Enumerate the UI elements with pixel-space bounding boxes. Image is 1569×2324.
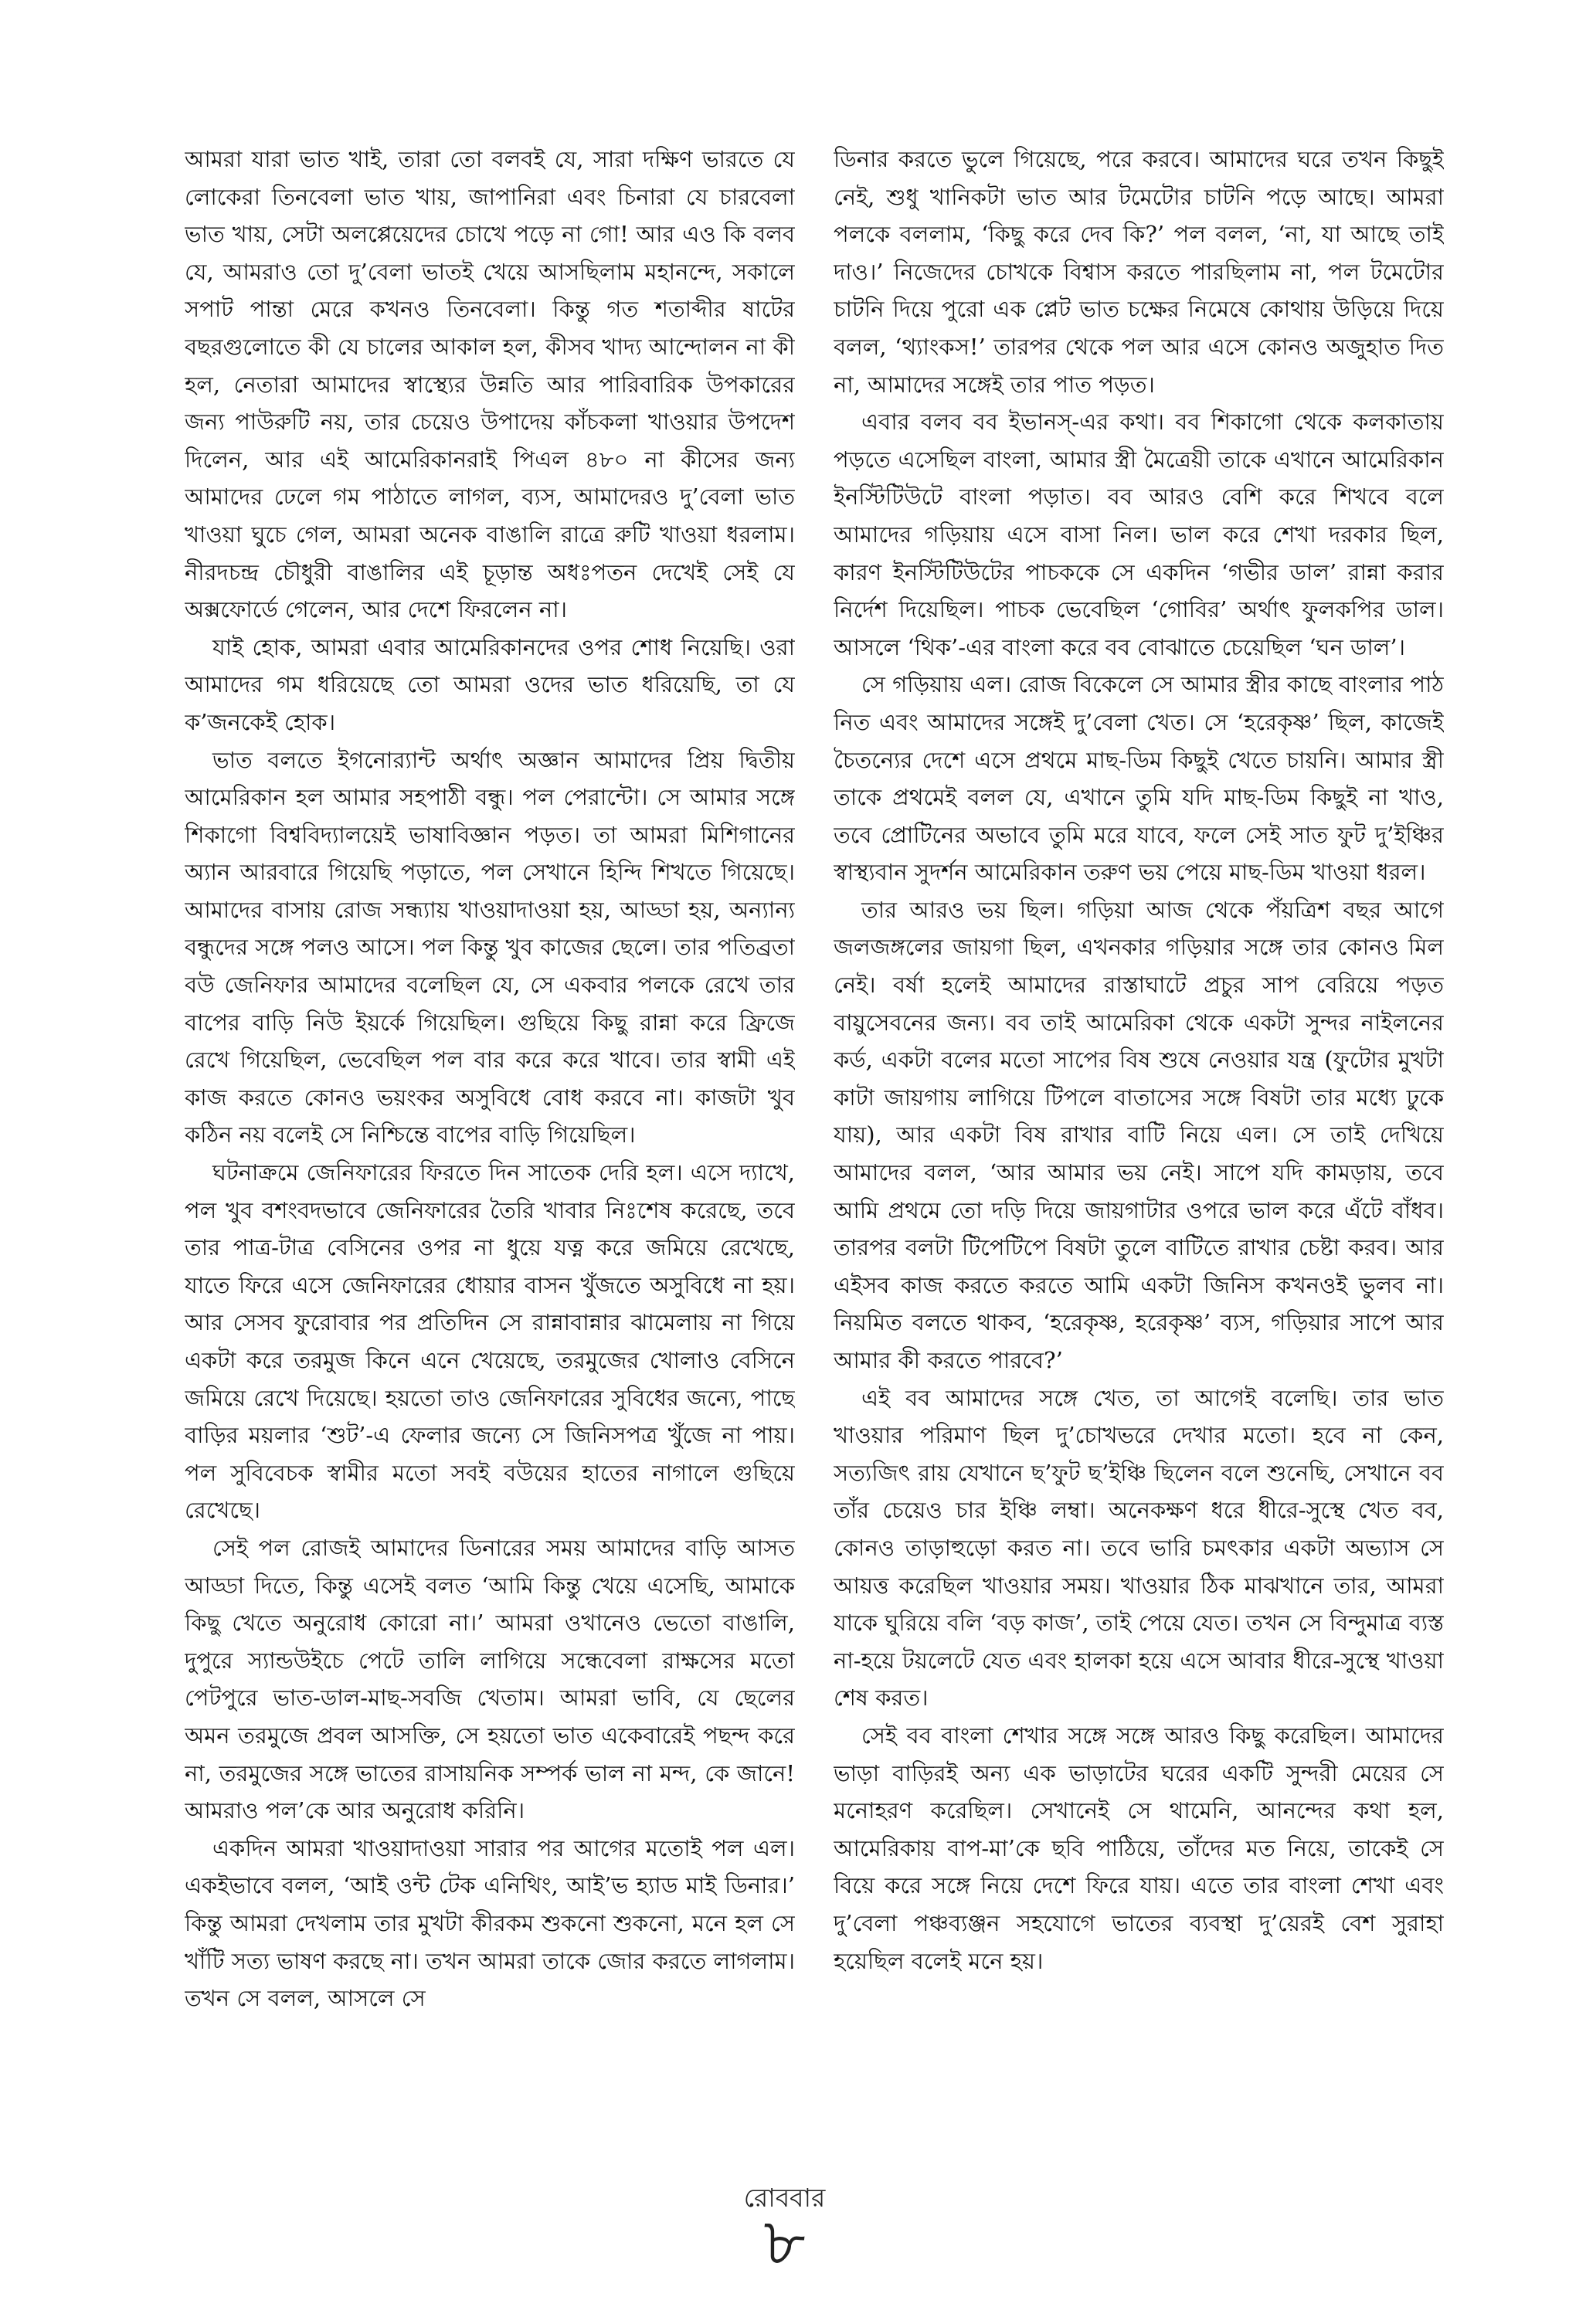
left-column (185, 141, 795, 2149)
paragraph: যাই হোক, আমরা এবার আমেরিকানদের ওপর শোধ নিয়েছি। ওরা আমাদের গম ধরিয়েছে তো আমরা ওদের ভাত ধরিয়েছি, তা যে ক’জনকেই হোক। (185, 633, 795, 735)
paragraph: ডিনার করতে ভুলে গিয়েছে, পরে করবে। আমাদের ঘরে তখন কিছুই নেই, শুধু খানিকটা ভাত আর টমেটোর চাটনি পড়ে আছে। আমরা পলকে বললাম, ‘কিছু করে দেব কি?’ পল বলল, ‘না, যা আছে তাই দাও।’ নিজেদের চোখকে বিশ্বাস করতে পারছিলাম না, পল টমেটোর চাটনি দিয়ে পুরো এক প্লেট ভাত চক্ষের নিমেষে কোথায় উড়িয়ে দিয়ে বলল, ‘থ্যাংকস!’ তারপর থেকে পল আর এসে কোনও অজুহাত দিত না, আমাদের সঙ্গেই তার পাত পড়ত। (834, 146, 1444, 398)
paragraph: তার আরও ভয় ছিল। গড়িয়া আজ থেকে পঁয়ত্রিশ বছর আগে জলজঙ্গলের জায়গা ছিল, এখনকার গড়িয়ার সঙ্গে তার কোনও মিল নেই। বর্ষা হলেই আমাদের রাস্তাঘাটে প্রচুর সাপ বেরিয়ে পড়ত বায়ুসেবনের জন্য। বব তাই আমেরিকা থেকে একটা সুন্দর নাইলনের কর্ড, একটা বলের মতো সাপের বিষ শুষে নেওয়ার যন্ত্র (ফুটোর মুখটা কাটা জায়গায় লাগিয়ে টিপলে বাতাসের সঙ্গে বিষটা তার মধ্যে ঢুকে যায়), আর একটা বিষ রাখার বাটি নিয়ে এল। সে তাই দেখিয়ে আমাদের বলল, ‘আর আমার ভয় নেই। সাপে যদি কামড়ায়, তবে আমি প্রথমে তো দড়ি দিয়ে জায়গাটার ওপরে ভাল করে এঁটে বাঁধব। তারপর বলটা টিপেটিপে বিষটা তুলে বাটিতে রাখার চেষ্টা করব। আর এইসব কাজ করতে করতে আমি একটা জিনিস কখনওই ভুলব না। নিয়মিত বলতে থাকব, ‘হরেকৃষ্ণ, হরেকৃষ্ণ’ ব্যস, গড়িয়ার সাপে আর আমার কী করতে পারবে?’ (834, 896, 1444, 1373)
magazine-name: রোববার (743, 2183, 826, 2213)
page-number: ৮ (763, 2204, 806, 2280)
paragraph: ভাত বলতে ইগনোর‍্যান্ট অর্থাৎ অজ্ঞান আমাদের প্রিয় দ্বিতীয় আমেরিকান হল আমার সহপাঠী বন্ধু। পল পেরান্টো। সে আমার সঙ্গে শিকাগো বিশ্ববিদ্যালয়েই ভাষাবিজ্ঞান পড়ত। তা আমরা মিশিগানের অ্যান আরবারে গিয়েছি পড়াতে, পল সেখানে হিন্দি শিখতে গিয়েছে। আমাদের বাসায় রোজ সন্ধ্যায় খাওয়াদাওয়া হয়, আড্ডা হয়, অন্যান্য বন্ধুদের সঙ্গে পলও আসে। পল কিন্তু খুব কাজের ছেলে। তার পতিব্রতা বউ জেনিফার আমাদের বলেছিল যে, সে একবার পলকে রেখে তার বাপের বাড়ি নিউ ইয়র্কে গিয়েছিল। গুছিয়ে কিছু রান্না করে ফ্রিজে রেখে গিয়েছিল, ভেবেছিল পল বার করে করে খাবে। তার স্বামী এই কাজ করতে কোনও ভয়ংকর অসুবিধে বোধ করবে না। কাজটা খুব কঠিন নয় বলেই সে নিশ্চিন্তে বাপের বাড়ি গিয়েছিল। (185, 746, 795, 1148)
right-column (834, 141, 1444, 2149)
paragraph: সেই পল রোজই আমাদের ডিনারের সময় আমাদের বাড়ি আসত আড্ডা দিতে, কিন্তু এসেই বলত ‘আমি কিন্তু খেয়ে এসেছি, আমাকে কিছু খেতে অনুরোধ কোরো না।’ আমরা ওখানেও ভেতো বাঙালি, দুপুরে স্যান্ডউইচে পেটে তালি লাগিয়ে সন্ধেবেলা রাক্ষসের মতো পেটপুরে ভাত-ডাল-মাছ-সবজি খেতাম। আমরা ভাবি, যে ছেলের অমন তরমুজে প্রবল আসক্তি, সে হয়তো ভাত একেবারেই পছন্দ করে না, তরমুজের সঙ্গে ভাতের রাসায়নিক সম্পর্ক ভাল না মন্দ, কে জানে! আমরাও পল’কে আর অনুরোধ করিনি। (185, 1534, 795, 1824)
paragraph: ঘটনাক্রমে জেনিফারের ফিরতে দিন সাতেক দেরি হল। এসে দ্যাখে, পল খুব বশংবদভাবে জেনিফারের তৈরি খাবার নিঃশেষ করেছে, তবে তার পাত্র-টাত্র বেসিনের ওপর না ধুয়ে যত্ন করে জমিয়ে রেখেছে, যাতে ফিরে এসে জেনিফারের ধোয়ার বাসন খুঁজতে অসুবিধে না হয়। আর সেসব ফুরোবার পর প্রতিদিন সে রান্নাবান্নার ঝামেলায় না গিয়ে একটা করে তরমুজ কিনে এনে খেয়েছে, তরমুজের খোলাও বেসিনে জমিয়ে রেখে দিয়েছে। হয়তো তাও জেনিফারের সুবিধের জন্যে, পাছে বাড়ির ময়লার ‘শুট’-এ ফেলার জন্যে সে জিনিসপত্র খুঁজে না পায়। পল সুবিবেচক স্বামীর মতো সবই বউয়ের হাতের নাগালে গুছিয়ে রেখেছে। (185, 1159, 795, 1524)
paragraph: এই বব আমাদের সঙ্গে খেত, তা আগেই বলেছি। তার ভাত খাওয়ার পরিমাণ ছিল দু’চোখভরে দেখার মতো। হবে না কেন, সত্যজিৎ রায় যেখানে ছ’ফুট ছ’ইঞ্চি ছিলেন বলে শুনেছি, সেখানে বব তাঁর চেয়েও চার ইঞ্চি লম্বা। অনেকক্ষণ ধরে ধীরে-সুস্থে খেত বব, কোনও তাড়াহুড়ো করত না। তবে ভারি চমৎকার একটা অভ্যাস সে আয়ত্ত করেছিল খাওয়ার সময়। খাওয়ার ঠিক মাঝখানে তার, আমরা যাকে ঘুরিয়ে বলি ‘বড় কাজ’, তাই পেয়ে যেত। তখন সে বিন্দুমাত্র ব্যস্ত না-হয়ে টয়লেটে যেত এবং হালকা হয়ে এসে আবার ধীরে-সুস্থে খাওয়া শেষ করত। (834, 1384, 1444, 1712)
paragraph: সে গড়িয়ায় এল। রোজ বিকেলে সে আমার স্ত্রীর কাছে বাংলার পাঠ নিত এবং আমাদের সঙ্গেই দু’বেলা খেত। সে ‘হরেকৃষ্ণ’ ছিল, কাজেই চৈতন্যের দেশে এসে প্রথমে মাছ-ডিম কিছুই খেতে চায়নি। আমার স্ত্রী তাকে প্রথমেই বলল যে, এখানে তুমি যদি মাছ-ডিম কিছুই না খাও, তবে প্রোটিনের অভাবে তুমি মরে যাবে, ফলে সেই সাত ফুট দু’ইঞ্চির স্বাস্থ্যবান সুদর্শন আমেরিকান তরুণ ভয় পেয়ে মাছ-ডিম খাওয়া ধরল। (834, 671, 1444, 886)
paragraph: আমরা যারা ভাত খাই, তারা তো বলবই যে, সারা দক্ষিণ ভারতে যে লোকেরা তিনবেলা ভাত খায়, জাপানিরা এবং চিনারা যে চারবেলা ভাত খায়, সেটা অলপ্পেয়েদের চোখে পড়ে না গো! আর এও কি বলব যে, আমরাও তো দু’বেলা ভাতই খেয়ে আসছিলাম মহানন্দে, সকালে সপাট পান্তা মেরে কখনও তিনবেলা। কিন্তু গত শতাব্দীর ষাটের বছরগুলোতে কী যে চালের আকাল হল, কীসব খাদ্য আন্দোলন না কী হল, নেতারা আমাদের স্বাস্থ্যের উন্নতি আর পারিবারিক উপকারের জন্য পাউরুটি নয়, তার চেয়েও উপাদেয় কাঁচকলা খাওয়ার উপদেশ দিলেন, আর এই আমেরিকানরাই পিএল ৪৮০ না কীসের জন্য আমাদের ঢেলে গম পাঠাতে লাগল, ব্যস, আমাদেরও দু’বেলা ভাত খাওয়া ঘুচে গেল, আমরা অনেক বাঙালি রাত্রে রুটি খাওয়া ধরলাম। নীরদচন্দ্র চৌধুরী বাঙালির এই চূড়ান্ত অধঃপতন দেখেই সেই যে অক্সফোর্ডে গেলেন, আর দেশে ফিরলেন না। (185, 146, 795, 623)
paragraph: এবার বলব বব ইভানস্-এর কথা। বব শিকাগো থেকে কলকাতায় পড়তে এসেছিল বাংলা, আমার স্ত্রী মৈত্রেয়ী তাকে এখানে আমেরিকান ইনস্টিটিউটে বাংলা পড়াত। বব আরও বেশি করে শিখবে বলে আমাদের গড়িয়ায় এসে বাসা নিল। ভাল করে শেখা দরকার ছিল, কারণ ইনস্টিটিউটের পাচককে সে একদিন ‘গভীর ডাল’ রান্না করার নির্দেশ দিয়েছিল। পাচক ভেবেছিল ‘গোবির’ অর্থাৎ ফুলকপির ডাল। আসলে ‘থিক’-এর বাংলা করে বব বোঝাতে চেয়েছিল ‘ঘন ডাল’। (834, 409, 1444, 660)
paragraph: একদিন আমরা খাওয়াদাওয়া সারার পর আগের মতোই পল এল। একইভাবে বলল, ‘আই ওন্ট টেক এনিথিং, আই’ভ হ্যাড মাই ডিনার।’ কিন্তু আমরা দেখলাম তার মুখটা কীরকম শুকনো শুকনো, মনে হল সে খাঁটি সত্য ভাষণ করছে না। তখন আমরা তাকে জোর করতে লাগলাম। তখন সে বলল, আসলে সে (185, 1834, 795, 2012)
paragraph: সেই বব বাংলা শেখার সঙ্গে সঙ্গে আরও কিছু করেছিল। আমাদের ভাড়া বাড়িরই অন্য এক ভাড়াটের ঘরের একটি সুন্দরী মেয়ের সে মনোহরণ করেছিল। সেখানেই সে থামেনি, আনন্দের কথা হল, আমেরিকায় বাপ-মা’কে ছবি পাঠিয়ে, তাঁদের মত নিয়ে, তাকেই সে বিয়ে করে সঙ্গে নিয়ে দেশে ফিরে যায়। এতে তার বাংলা শেখা এবং দু’বেলা পঞ্চব্যঞ্জন সহযোগে ভাতের ব্যবস্থা দু’য়েরই বেশ সুরাহা হয়েছিল বলেই মনে হয়। (834, 1722, 1444, 1974)
